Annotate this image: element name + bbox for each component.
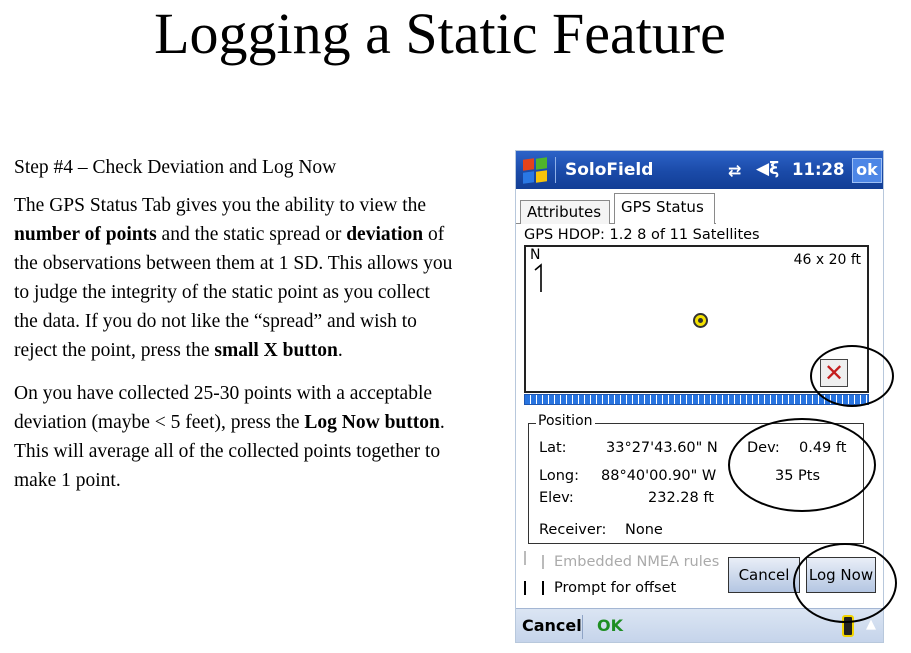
paragraph-log-now — [14, 379, 454, 495]
sync-icon[interactable]: ⇄ — [728, 161, 742, 180]
long-value: 88°40'00.90" W — [601, 468, 717, 484]
scale-label: 46 x 20 ft — [793, 252, 861, 268]
text-run: The GPS Status Tab gives you the ability to view the — [14, 195, 427, 216]
receiver-value: None — [625, 522, 663, 538]
north-label: N — [530, 247, 541, 263]
elev-label: Elev: — [539, 490, 574, 506]
bold-small-x-button: small X button — [214, 340, 338, 361]
text-run: . This will average all of the collected points together to make 1 point. — [14, 412, 445, 491]
tab-gps-status[interactable]: GPS Status — [614, 193, 715, 224]
clock[interactable]: 11:28 — [792, 160, 845, 179]
lat-label: Lat: — [539, 440, 567, 456]
collection-progress-bar — [524, 394, 869, 405]
text-run: . — [337, 340, 343, 361]
nmea-label: Embedded NMEA rules — [554, 554, 720, 570]
receiver-label: Receiver: — [539, 522, 607, 538]
callout-log-now — [793, 543, 897, 623]
elev-value: 232.28 ft — [648, 490, 714, 506]
dev-label: Dev: — [747, 440, 780, 456]
title-separator — [555, 157, 556, 183]
step-heading: Step #4 – Check Deviation and Log Now — [14, 157, 337, 178]
bold-number-of-points: number of points — [14, 224, 157, 245]
text-run: of the observations between them at 1 SD. This allows you to judge the integrity of the static point as you collect the data. If you do not like the “spread” and wish to reject the point, press the — [14, 224, 453, 361]
dev-value: 0.49 ft — [799, 440, 847, 456]
bold-deviation: deviation — [346, 224, 424, 245]
long-label: Long: — [539, 468, 579, 484]
nmea-checkbox-edge — [524, 551, 526, 565]
ok-button[interactable]: ok — [852, 158, 882, 183]
slide-title: Logging a Static Feature — [154, 1, 726, 66]
paragraph-spread — [14, 191, 454, 365]
instructions — [14, 153, 454, 509]
softkey-separator — [582, 615, 583, 639]
callout-reject-button — [810, 345, 894, 407]
input-panel-up-icon[interactable]: ▲ — [866, 617, 876, 632]
windows-start-icon[interactable] — [521, 156, 549, 184]
gps-point-marker — [693, 313, 708, 328]
volume-icon[interactable]: ◀ξ — [756, 159, 780, 179]
text-run: On you have collected 25-30 points with a acceptable deviation (maybe < 5 feet), press the — [14, 383, 433, 433]
reject-point-button[interactable]: ✕ — [820, 359, 848, 387]
offset-checkbox-edge — [524, 581, 526, 595]
north-arrow-icon — [532, 263, 546, 293]
softkey-ok[interactable]: OK — [597, 616, 623, 635]
tab-attributes[interactable]: Attributes — [520, 200, 610, 224]
lat-value: 33°27'43.60" N — [606, 440, 718, 456]
callout-deviation — [728, 418, 876, 512]
log-now-button[interactable]: Log Now — [806, 557, 876, 593]
offset-label: Prompt for offset — [554, 580, 677, 596]
softkey-cancel[interactable]: Cancel — [522, 616, 582, 635]
text-run: and the static spread or — [156, 224, 347, 245]
gps-status-line: GPS HDOP: 1.2 8 of 11 Satellites — [524, 227, 760, 243]
cancel-button[interactable]: Cancel — [728, 557, 800, 593]
app-name: SoloField — [565, 160, 654, 180]
points-count: 35 Pts — [775, 468, 821, 484]
position-legend: Position — [538, 413, 593, 429]
title-bar — [516, 151, 884, 189]
offset-checkbox[interactable] — [542, 581, 544, 595]
bold-log-now-button: Log Now button — [304, 412, 440, 433]
nmea-checkbox[interactable] — [542, 555, 544, 569]
